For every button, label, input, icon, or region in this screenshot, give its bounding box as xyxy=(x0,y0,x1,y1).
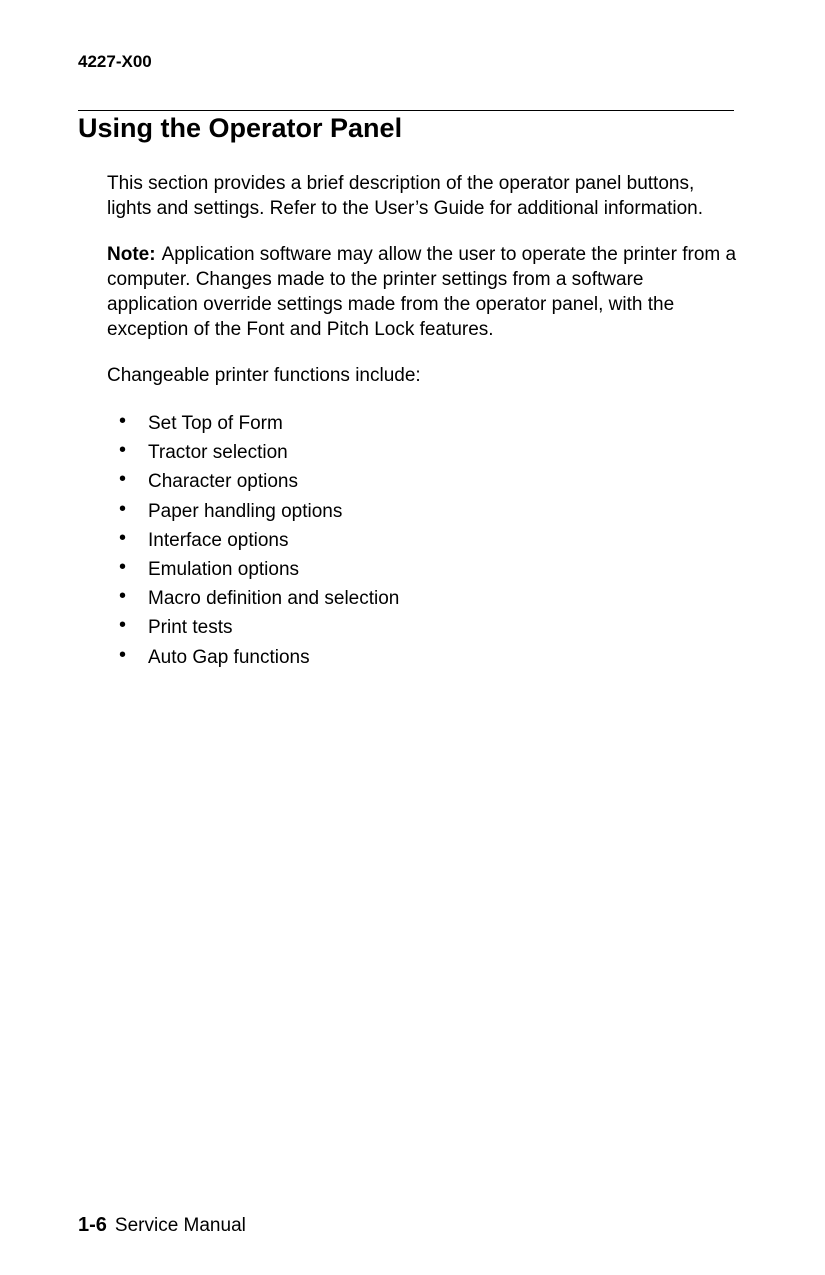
functions-list xyxy=(107,409,737,672)
bullet-icon: • xyxy=(119,439,127,462)
section-body xyxy=(107,171,737,672)
note-text: Application software may allow the user to operate the printer from a computer. Changes made to the printer settings from a software application override settings made from the operator panel, with the exception of the Font and Pitch Lock features. xyxy=(107,244,737,340)
bullet-icon: • xyxy=(119,555,127,578)
document-code: 4227-X00 xyxy=(78,52,152,71)
page-number: 1-6 xyxy=(78,1214,107,1236)
list-item: • Set Top of Form xyxy=(107,409,737,438)
page-title: Using the Operator Panel xyxy=(78,113,403,143)
bullet-icon: • xyxy=(119,526,127,549)
note-paragraph xyxy=(107,242,737,342)
intro-paragraph: This section provides a brief description of the operator panel buttons, lights and settings. Refer to the User’s Guide for additional information. xyxy=(107,173,704,219)
list-item: • Macro definition and selection xyxy=(107,584,737,613)
list-item: • Auto Gap functions xyxy=(107,643,737,672)
bullet-icon: • xyxy=(119,614,127,637)
list-item: • Tractor selection xyxy=(107,438,737,467)
list-item: • Character options xyxy=(107,467,737,496)
manual-name: Service Manual xyxy=(114,1215,246,1236)
list-item: • Interface options xyxy=(107,526,737,555)
bullet-icon: • xyxy=(119,468,127,491)
bullet-icon: • xyxy=(119,585,127,608)
page-footer xyxy=(78,1212,246,1239)
list-item: • Print tests xyxy=(107,613,737,642)
note-label: Note: xyxy=(107,244,156,265)
bullet-icon: • xyxy=(119,410,127,432)
list-item: • Emulation options xyxy=(107,555,737,584)
bullet-icon: • xyxy=(119,497,127,520)
list-item: • Paper handling options xyxy=(107,497,737,526)
functions-lead: Changeable printer functions include: xyxy=(107,365,421,386)
bullet-icon: • xyxy=(119,643,127,666)
